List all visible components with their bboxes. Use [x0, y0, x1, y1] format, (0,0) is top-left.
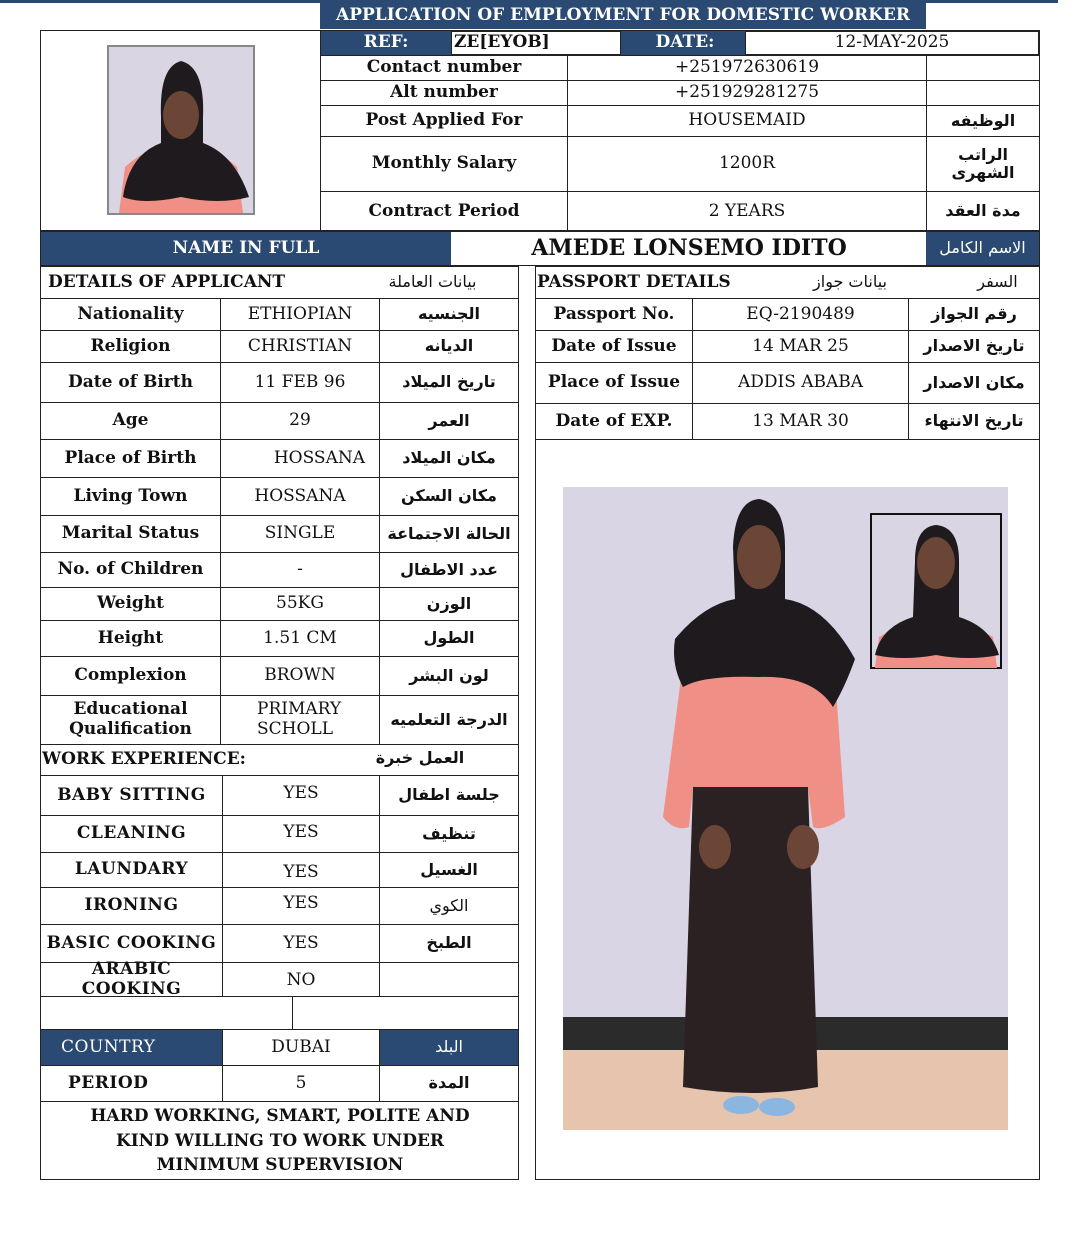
ironing-arabic: الكوي — [429, 895, 469, 915]
issue-place-value: ADDIS ABABA — [737, 372, 864, 393]
living-town-arabic: مكان السكن — [401, 486, 497, 506]
complexion-label: Complexion — [74, 665, 187, 686]
work-heading: WORK EXPERIENCE: — [42, 749, 246, 770]
contact-number-label: Contact number — [366, 57, 522, 78]
name-label: NAME IN FULL — [41, 232, 451, 265]
period-value: 5 — [295, 1072, 307, 1093]
post-applied-label: Post Applied For — [365, 110, 523, 131]
cleaning-label: CLEANING — [76, 823, 187, 844]
applicant-heading-arabic: بيانات العاملة — [388, 272, 477, 292]
religion-arabic: الديانه — [424, 336, 474, 356]
country-arabic: البلد — [380, 1030, 518, 1065]
religion-value: CHRISTIAN — [247, 335, 353, 356]
complexion-value: BROWN — [264, 665, 336, 686]
applicant-full-body-photo — [563, 487, 1008, 1130]
monthly-salary-arabic: الراتب الشهرى — [951, 144, 1015, 182]
issue-date-arabic: تاريخ الاصدار — [923, 336, 1025, 356]
basic-cooking-arabic: الطبخ — [426, 933, 472, 953]
alt-number-value: +251929281275 — [674, 82, 820, 103]
ironing-label: IRONING — [84, 895, 179, 916]
monthly-salary-label: Monthly Salary — [371, 153, 517, 174]
period-arabic: المدة — [428, 1073, 470, 1093]
laundry-arabic: الغسيل — [420, 859, 478, 879]
height-arabic: الطول — [423, 628, 475, 648]
weight-value: 55KG — [276, 593, 324, 614]
education-arabic: الدرجة التعلميه — [390, 709, 508, 729]
date-label: DATE: — [655, 32, 715, 53]
expiry-date-arabic: تاريخ الانتهاء — [924, 411, 1024, 431]
issue-date-label: Date of Issue — [551, 335, 677, 356]
passport-heading-arabic-2: السفر — [977, 272, 1018, 292]
passport-heading: PASSPORT DETAILS — [537, 271, 731, 292]
dob-arabic: تاريخ الميلاد — [402, 372, 496, 392]
dob-label: Date of Birth — [68, 371, 193, 392]
date-value: 12-MAY-2025 — [745, 31, 1039, 55]
passport-no-label: Passport No. — [553, 303, 675, 324]
laundry-label: LAUNDARY — [74, 859, 189, 880]
age-value: 29 — [289, 410, 311, 431]
baby-sitting-label: BABY SITTING — [57, 784, 206, 805]
children-label: No. of Children — [57, 559, 204, 580]
education-label: Educational Qualification — [69, 699, 192, 739]
nationality-value: ETHIOPIAN — [247, 303, 353, 324]
weight-arabic: الوزن — [426, 593, 472, 613]
children-arabic: عدد الاطفال — [400, 559, 498, 579]
marital-status-value: SINGLE — [264, 523, 336, 544]
height-label: Height — [97, 627, 164, 648]
issue-place-arabic: مكان الاصدار — [923, 372, 1025, 392]
laundry-value: YES — [283, 862, 319, 883]
marital-status-label: Marital Status — [61, 523, 200, 544]
cleaning-value: YES — [283, 821, 319, 842]
weight-label: Weight — [96, 593, 165, 614]
ironing-value: YES — [283, 893, 319, 914]
living-town-label: Living Town — [73, 485, 188, 506]
age-arabic: العمر — [428, 410, 470, 430]
monthly-salary-value: 1200R — [718, 153, 776, 174]
children-value: - — [297, 559, 303, 580]
contract-period-arabic: مدة العقد — [945, 201, 1021, 221]
place-of-birth-arabic: مكان الميلاد — [402, 448, 496, 468]
applicant-portrait-photo — [107, 45, 255, 215]
passport-heading-arabic: بيانات جواز — [813, 272, 887, 292]
living-town-value: HOSSANA — [254, 485, 346, 506]
work-heading-arabic: العمل خبرة — [375, 747, 465, 767]
complexion-arabic: لون البشر — [409, 665, 489, 685]
full-body-figure — [563, 487, 1008, 1130]
applicant-heading: DETAILS OF APPLICANT — [48, 271, 286, 292]
dob-value: 11 FEB 96 — [254, 371, 346, 392]
basic-cooking-label: BASIC COOKING — [46, 932, 217, 953]
nationality-label: Nationality — [77, 303, 184, 324]
cleaning-arabic: تنظيف — [422, 823, 476, 843]
portrait-figure — [109, 47, 253, 213]
baby-sitting-value: YES — [283, 783, 319, 804]
arabic-cooking-label: ARABIC COOKING — [81, 958, 182, 999]
passport-no-value: EQ-2190489 — [746, 303, 855, 324]
period-label: PERIOD — [68, 1072, 149, 1093]
basic-cooking-value: YES — [283, 932, 319, 953]
place-of-birth-value: HOSSANA — [273, 447, 365, 468]
country-label: COUNTRY — [41, 1030, 222, 1065]
contract-period-label: Contract Period — [368, 200, 520, 221]
issue-date-value: 14 MAR 25 — [752, 335, 849, 356]
height-value: 1.51 CM — [263, 627, 337, 648]
ref-value: ZE[EYOB] — [451, 31, 621, 55]
arabic-cooking-value: NO — [286, 969, 316, 990]
form-title: APPLICATION OF EMPLOYMENT FOR DOMESTIC WORKER — [320, 3, 926, 29]
alt-number-label: Alt number — [390, 82, 498, 103]
name-arabic: الاسم الكامل — [926, 232, 1039, 265]
issue-place-label: Place of Issue — [547, 372, 681, 393]
contact-number-value: +251972630619 — [674, 57, 820, 78]
contract-period-value: 2 YEARS — [708, 200, 786, 221]
ref-label: REF: — [363, 32, 409, 53]
marital-status-arabic: الحالة الاجتماعة — [387, 523, 511, 543]
post-applied-arabic: الوظيفه — [950, 110, 1016, 130]
nationality-arabic: الجنسيه — [417, 304, 481, 324]
post-applied-value: HOUSEMAID — [688, 110, 806, 131]
baby-sitting-arabic: جلسة اطفال — [398, 785, 500, 805]
place-of-birth-label: Place of Birth — [64, 447, 197, 468]
applicant-full-name: AMEDE LONSEMO IDITO — [531, 234, 847, 261]
passport-no-arabic: رقم الجواز — [931, 304, 1017, 324]
remarks-text: HARD WORKING, SMART, POLITE AND KIND WILLING TO WORK UNDER MINIMUM SUPERVISION — [90, 1106, 470, 1176]
expiry-date-value: 13 MAR 30 — [752, 410, 849, 431]
religion-label: Religion — [90, 335, 171, 356]
education-value: PRIMARY SCHOLL — [257, 699, 342, 739]
expiry-date-label: Date of EXP. — [555, 410, 673, 431]
country-value: DUBAI — [271, 1036, 331, 1057]
age-label: Age — [112, 410, 149, 431]
